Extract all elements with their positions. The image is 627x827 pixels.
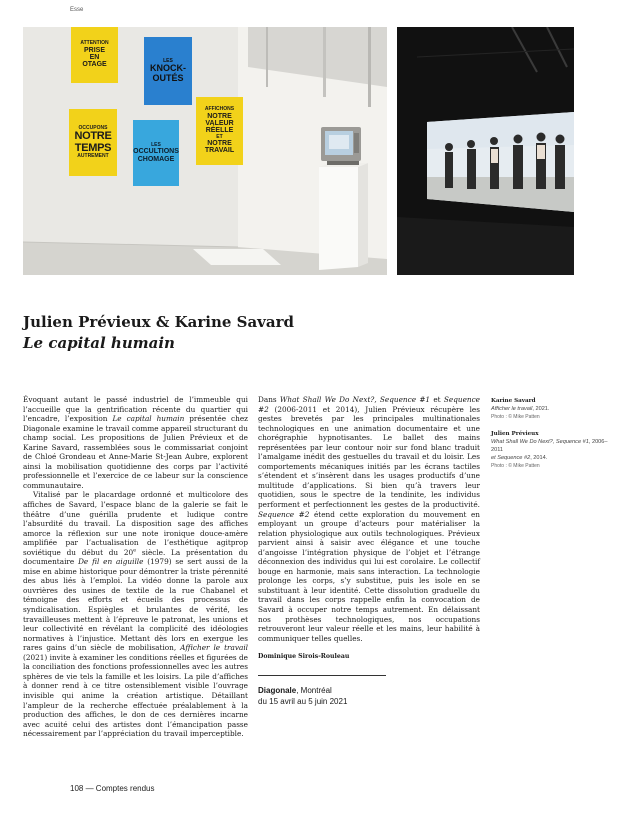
caption-savard (491, 397, 611, 422)
poster-text: CHOMAGE (137, 155, 175, 163)
poster-text: OCCULTIONS (133, 148, 179, 156)
article-artists: Julien Prévieux & Karine Savard (23, 313, 294, 331)
venue-name: Diagonale (258, 685, 297, 695)
poster-text: VALEUR (205, 119, 234, 127)
poster-text: AUTREMENT (77, 153, 109, 160)
paragraph-text: (1979) se sert aussi de la mise en abime historique pour démontrer la triste pérennité des abus liés à l’emploi. La vidéo donne la parole aux ouvrières des usines de textile de la rue Chabanel et témoigne des efforts et écueils des processus de syndicalisation. Espiègles et brulantes de vérité, les travailleuses mettent à l’épreuve le patronat, les unions et leur collectivité en révélant la complicité des idéologies normatives à l’injustice. Mettant dès lors en exergue les rares gains d’un siècle de mobilisation, (23, 557, 248, 653)
exhibition-dates: du 15 avril au 5 juin 2021 (258, 696, 348, 706)
poster-text: NOTRE (74, 129, 112, 142)
paragraph-text: siècle. La présentation du documentaire (23, 547, 248, 567)
poster-text: ATTENTION (80, 40, 109, 47)
middle-column-paragraphs (258, 395, 480, 643)
page-footer: 108 — Comptes rendus (70, 784, 155, 793)
poster-text: NOTRE (207, 139, 232, 147)
video-projection-photo (397, 27, 574, 275)
caption-year: , 2006–2011 (491, 438, 608, 454)
paragraph-text: (2021) invite à examiner les conditions réelles et figurées de la conciliation des fonctions professionnelles avec les autres sphères de vie tels la famille et les loisirs. La pile d’affiches à donner rend à ce titre ostensiblement visible l’ouvrage invisible qui anime la création artistique. Détaillant l’ampleur de la recherche effectuée préalablement à la production des affiches, le don de ces dernières incarne avec acuité celui des artistes dont l’émancipation passe nécessairement par l’appréciation du travail imperceptible. (23, 652, 248, 739)
poster-text: EN (89, 53, 100, 61)
running-head: Esse (70, 7, 84, 13)
paragraph-text: Évoquant autant le passé industriel de l’immeuble qui l’accueille que la gentrification récente du quartier qui l’encadre, l’exposition (23, 395, 248, 424)
caption-credit: Photo : © Mike Patten (491, 414, 540, 421)
poster-text: OTAGE (82, 61, 107, 69)
caption-artist: Karine Savard (491, 398, 536, 404)
exhibition-title: Le capital humain (23, 334, 175, 352)
article-title-block (23, 313, 294, 352)
body-paragraph (23, 395, 248, 490)
poster-affichons (196, 97, 243, 165)
poster-occultions (133, 120, 179, 186)
italic-text: Sequence #2 (258, 395, 480, 414)
poster-text: PRISE (83, 46, 105, 54)
italic-text: Sequence #2 (258, 509, 310, 519)
body-column-middle (258, 395, 480, 707)
poster-attention (71, 27, 118, 83)
caption-work: Afficher le travail (491, 406, 533, 413)
body-column-left (23, 395, 248, 739)
poster-text: RÉELLE (205, 127, 234, 135)
poster-text: TEMPS (74, 141, 112, 154)
poster-text: OCCUPONS (78, 124, 108, 131)
poster-text: LES (163, 57, 173, 64)
caption-work: What Shall We Do Next?, Sequence #1 (491, 438, 589, 445)
caption-year: , 2014. (530, 455, 548, 462)
italic-text: Le capital humain (112, 414, 185, 424)
poster-text: TRAVAIL (204, 147, 235, 155)
paragraph-text: (2006-2011 et 2014), Julien Prévieux récupère les gestes brevetés par les principales multinationales technologiques en une animation documentaire et une chorégraphie hypnotisantes. Le ballet des mains représentées par leur contour noir sur fond blanc traduit l’amalgame inédit des gestuelles du travail et du loisir. Les comportements mécaniques initiés par les écrans tactiles s’étendent et s’insèrent dans les usages productifs d’une multitude d’applications. Si bien qu’à travers leur quotidien, sous le spectre de la tendinite, les individus performent et perfectionnent les gestes de la productivité. (258, 404, 480, 510)
caption-year: , 2021. (532, 406, 550, 413)
gallery-photo (23, 27, 387, 275)
poster-occupons (69, 109, 117, 176)
italic-text: What Shall We Do Next?, Sequence #1 (279, 395, 431, 404)
italic-text: De fil en aiguille (78, 557, 144, 567)
poster-text: ET (216, 133, 223, 140)
author-name: Dominique Sirois-Rouleau (258, 653, 350, 661)
caption-work: et Sequence #2 (491, 455, 531, 462)
italic-text: Afficher le travail (180, 643, 248, 653)
paragraph-text: et (430, 395, 444, 404)
body-paragraph (258, 395, 480, 643)
paragraph-text: présentée chez Diagonale examine le travail comme appareil structurant du champ social. Les propositions de Julien Prévieux et de Karine Savard, rassemblées sous le commissariat conjoint de Chloé Grondeau et Anne-Marie St-Jean Aubre, explorent ainsi la mobilisation quotidienne des corps par l’activité professionnelle et l’exercice de ce labeur sur la conscience communautaire. (23, 414, 248, 490)
venue-city: , Montréal (296, 685, 332, 695)
poster-text: LES (151, 142, 161, 149)
body-paragraph (23, 490, 248, 738)
projection-room-illustration (397, 27, 574, 275)
paragraph-text: étend cette exploration du mouvement en employant un groupe d’acteurs pour matérialiser la relation physiologique aux outils technologiques. Prévieux parvient ainsi à saisir avec élégance et une touche d’angoisse l’intégration physique de l’objet et l’étrange déconnexion des individus qui lui est corolaire. Le collectif bouge en harmonie, mais sans interaction. La technologie prolonge les corps, s’y substitue, puis les isole en se substituant à leur identité. Cette dissolution graduelle du travail dans les corps rappelle enfin la convocation de Savard à occuper notre temps autrement. En délaissant nos prothèses technologiques, nos occupations retrouveront leur valeur réelle et les mains, leur habilité à communiquer telles quelles. (258, 509, 480, 643)
paragraph-text: Vitalisé par le placardage ordonné et multicolore des affiches de Savard, l’espace blanc de la galerie se fait le théâtre d’une guérilla prudente et ludique contre l’absurdité du travail. La disposition sage des affiches amorce la réflexion sur une note ironique douce-amère amplifiée par l’actualisation de l’esthétique agitprop soviétique du début du 20 (23, 490, 248, 557)
caption-artist: Julien Prévieux (491, 430, 539, 437)
caption-credit: Photo : © Mike Patten (491, 463, 540, 470)
caption-previeux (491, 430, 611, 471)
poster-text: AFFICHONS (204, 106, 235, 113)
poster-text: OUTÉS (152, 72, 184, 83)
paragraph-text: Dans (258, 395, 280, 404)
poster-knockoutes (144, 37, 192, 105)
photo-captions (491, 397, 611, 479)
venue-info (258, 685, 480, 707)
divider-rule (258, 675, 386, 676)
superscript-text: e (133, 547, 137, 554)
poster-text: NOTRE (207, 112, 232, 120)
poster-text: KNOCK- (150, 63, 186, 74)
